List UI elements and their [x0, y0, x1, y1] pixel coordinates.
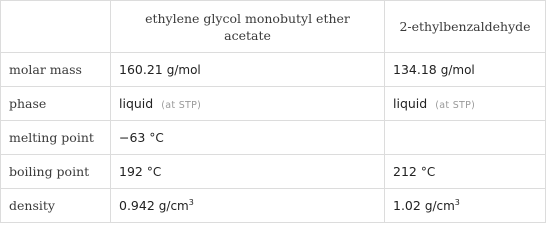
table-row-density	[1, 189, 546, 223]
row-label: phase	[1, 87, 111, 121]
header-row	[1, 1, 546, 53]
row-label: molar mass	[1, 53, 111, 87]
unit-base: g/cm	[158, 199, 189, 213]
table-row-melting-point	[1, 121, 546, 155]
value-cell	[385, 53, 546, 87]
row-label: boiling point	[1, 155, 111, 189]
table-row-molar-mass	[1, 53, 546, 87]
value-cell	[385, 87, 546, 121]
value-number: 212	[393, 164, 417, 179]
phase-value: liquid	[119, 96, 154, 111]
value-number: 1.02	[393, 198, 421, 213]
value-unit	[425, 199, 460, 213]
value-unit: °C	[149, 131, 164, 145]
value-unit: °C	[420, 165, 436, 179]
value-cell	[111, 155, 385, 189]
value-number: −63	[119, 130, 146, 145]
value-number: 160.21	[119, 62, 163, 77]
row-label: melting point	[1, 121, 111, 155]
unit-exponent: 3	[454, 198, 460, 207]
value-unit: g/mol	[440, 63, 475, 77]
value-cell	[111, 53, 385, 87]
value-number: 192	[119, 164, 143, 179]
unit-base: g/cm	[424, 199, 455, 213]
column-header-compound-2: 2-ethylbenzaldehyde	[385, 1, 546, 53]
value-cell	[111, 189, 385, 223]
corner-cell	[1, 1, 111, 53]
phase-value: liquid	[393, 96, 428, 111]
value-unit: g/mol	[166, 63, 201, 77]
phase-note: (at STP)	[161, 100, 202, 111]
unit-exponent: 3	[188, 198, 194, 207]
row-label: density	[1, 189, 111, 223]
value-cell	[385, 155, 546, 189]
value-number: 134.18	[393, 62, 437, 77]
column-header-compound-1: ethylene glycol monobutyl ether acetate	[111, 1, 385, 53]
value-cell-empty	[385, 121, 546, 155]
phase-note: (at STP)	[435, 100, 476, 111]
value-number: 0.942	[119, 198, 155, 213]
value-unit: °C	[146, 165, 162, 179]
value-cell	[385, 189, 546, 223]
value-cell	[111, 87, 385, 121]
table-row-boiling-point	[1, 155, 546, 189]
value-cell	[111, 121, 385, 155]
value-unit	[159, 199, 194, 213]
table-row-phase	[1, 87, 546, 121]
